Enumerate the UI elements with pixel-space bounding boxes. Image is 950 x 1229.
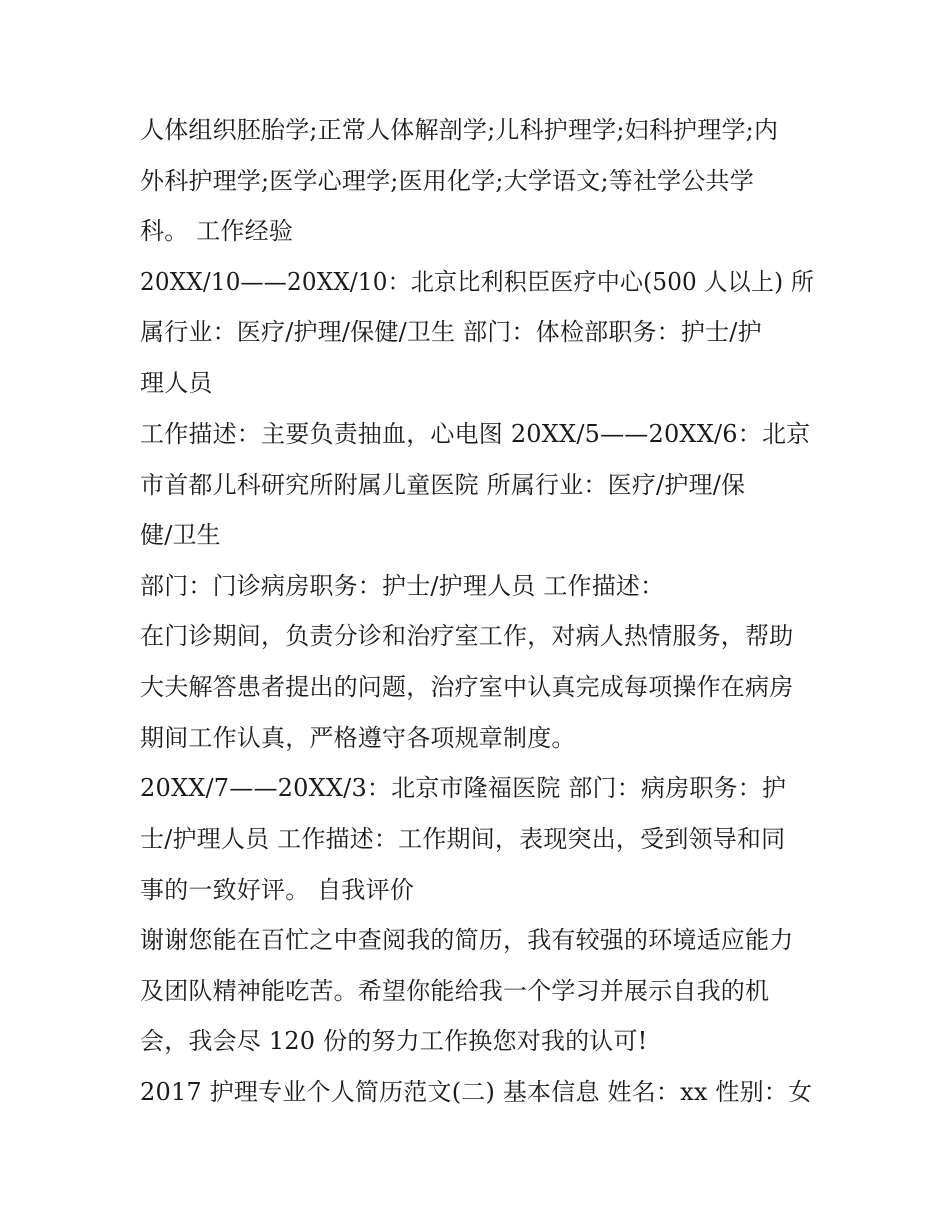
text-line: 会，我会尽 120 份的努力工作换您对我的认可! bbox=[140, 1027, 648, 1055]
text-line: 及团队精神能吃苦。希望你能给我一个学习并展示自我的机 bbox=[140, 977, 770, 1005]
text-line: 属行业：医疗/护理/保健/卫生 部门：体检部职务：护士/护 bbox=[140, 318, 762, 346]
text-line: 士/护理人员 工作描述：工作期间，表现突出，受到领导和同 bbox=[140, 825, 786, 853]
text-line: 理人员 bbox=[140, 369, 213, 397]
text-line: 20XX/10——20XX/10：北京比利积臣医疗中心(500 人以上) 所 bbox=[140, 268, 815, 296]
text-line: 谢谢您能在百忙之中查阅我的简历，我有较强的环境适应能力 bbox=[140, 926, 794, 954]
text-line: 部门：门诊病房职务：护士/护理人员 工作描述： bbox=[140, 572, 665, 600]
text-line: 人体组织胚胎学;正常人体解剖学;儿科护理学;妇科护理学;内 bbox=[140, 116, 779, 144]
text-line: 健/卫生 bbox=[140, 521, 221, 549]
text-line: 在门诊期间，负责分诊和治疗室工作，对病人热情服务，帮助 bbox=[140, 622, 794, 650]
text-line: 科。 工作经验 bbox=[140, 217, 294, 245]
text-line: 工作描述：主要负责抽血，心电图 20XX/5——20XX/6：北京 bbox=[140, 420, 811, 448]
text-line: 20XX/7——20XX/3：北京市隆福医院 部门：病房职务：护 bbox=[140, 774, 787, 802]
text-line: 2017 护理专业个人简历范文(二) 基本信息 姓名：xx 性别：女 bbox=[140, 1078, 813, 1106]
text-line: 事的一致好评。 自我评价 bbox=[140, 876, 415, 904]
text-line: 外科护理学;医学心理学;医用化学;大学语文;等社学公共学 bbox=[140, 167, 754, 195]
text-line: 期间工作认真，严格遵守各项规章制度。 bbox=[140, 724, 576, 752]
text-line: 大夫解答患者提出的问题，治疗室中认真完成每项操作在病房 bbox=[140, 673, 794, 701]
text-line: 市首都儿科研究所附属儿童医院 所属行业：医疗/护理/保 bbox=[140, 471, 746, 499]
